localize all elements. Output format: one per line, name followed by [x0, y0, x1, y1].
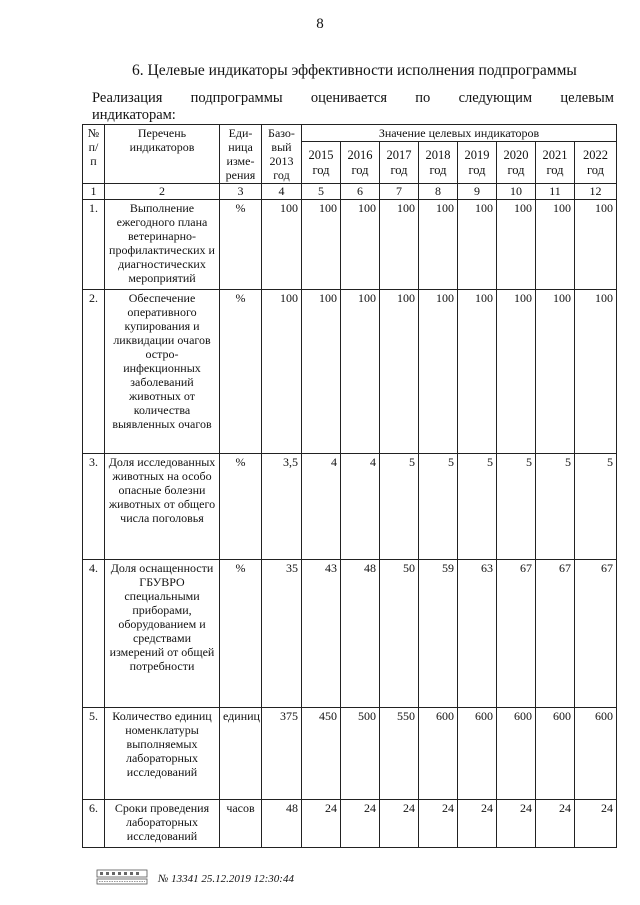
header-base: Базо-вый 2013 год [262, 125, 302, 184]
intro-word: целевым [560, 90, 614, 106]
indicator-name: Доля оснащенности ГБУВРО специальными приборами, оборудованием и средствами измерений от общей потребности [105, 560, 220, 708]
target-value: 24 [458, 800, 497, 848]
column-number: 8 [419, 184, 458, 200]
target-value: 5 [497, 454, 536, 560]
intro-word: следующим [458, 90, 533, 106]
target-value: 5 [419, 454, 458, 560]
target-value: 100 [302, 290, 341, 454]
column-number: 9 [458, 184, 497, 200]
header-year: 2017 год [380, 142, 419, 184]
target-value: 67 [536, 560, 575, 708]
header-values-group: Значение целевых индикаторов [302, 125, 617, 142]
column-number: 10 [497, 184, 536, 200]
target-value: 24 [497, 800, 536, 848]
column-number: 7 [380, 184, 419, 200]
header-year: 2022 год [575, 142, 617, 184]
target-value: 50 [380, 560, 419, 708]
indicator-name: Обеспечение оперативного купирования и ликвидации очагов остро-инфекционных заболеваний животных от количества выявленных очагов [105, 290, 220, 454]
intro-word: оценивается [310, 90, 388, 106]
header-year: 2016 год [341, 142, 380, 184]
table-row [83, 454, 617, 560]
column-number-row [83, 184, 617, 200]
header-year: 2021 год [536, 142, 575, 184]
indicator-name: Доля исследованных животных на особо опасные болезни животных от общего числа поголовья [105, 454, 220, 560]
row-number: 5. [83, 708, 105, 800]
target-value: 4 [302, 454, 341, 560]
target-value: 100 [575, 290, 617, 454]
target-value: 100 [419, 200, 458, 290]
table-row [83, 708, 617, 800]
indicator-name: Сроки проведения лабораторных исследований [105, 800, 220, 848]
unit-cell: % [220, 454, 262, 560]
row-number: 1. [83, 200, 105, 290]
target-value: 24 [341, 800, 380, 848]
row-number: 4. [83, 560, 105, 708]
column-number: 1 [83, 184, 105, 200]
indicator-name: Выполнение ежегодного плана ветеринарно-профилактических и диагностических мероприятий [105, 200, 220, 290]
target-value: 100 [536, 290, 575, 454]
column-number: 5 [302, 184, 341, 200]
section-title: 6. Целевые индикаторы эффективности исполнения подпрограммы [132, 62, 577, 79]
target-value: 600 [458, 708, 497, 800]
target-value: 600 [497, 708, 536, 800]
unit-cell: часов [220, 800, 262, 848]
unit-cell: % [220, 290, 262, 454]
unit-cell: единиц [220, 708, 262, 800]
target-value: 5 [575, 454, 617, 560]
header-year: 2015 год [302, 142, 341, 184]
column-number: 2 [105, 184, 220, 200]
target-value: 5 [536, 454, 575, 560]
header-year: 2018 год [419, 142, 458, 184]
base-value: 100 [262, 200, 302, 290]
unit-cell: % [220, 560, 262, 708]
target-value: 100 [458, 200, 497, 290]
column-number: 11 [536, 184, 575, 200]
target-value: 100 [497, 200, 536, 290]
target-value: 500 [341, 708, 380, 800]
target-value: 24 [302, 800, 341, 848]
target-value: 450 [302, 708, 341, 800]
target-value: 59 [419, 560, 458, 708]
target-value: 100 [341, 290, 380, 454]
target-value: 24 [575, 800, 617, 848]
registry-logo [96, 868, 148, 886]
target-value: 24 [380, 800, 419, 848]
table-row [83, 200, 617, 290]
target-value: 600 [575, 708, 617, 800]
target-value: 550 [380, 708, 419, 800]
base-value: 100 [262, 290, 302, 454]
column-number: 6 [341, 184, 380, 200]
target-value: 67 [497, 560, 536, 708]
base-value: 3,5 [262, 454, 302, 560]
intro-paragraph [92, 90, 614, 124]
target-value: 100 [380, 200, 419, 290]
intro-line-2: индикаторам: [92, 107, 176, 123]
target-value: 100 [302, 200, 341, 290]
header-unit: Еди-ница изме-рения [220, 125, 262, 184]
header-year: 2019 год [458, 142, 497, 184]
column-number: 3 [220, 184, 262, 200]
intro-word: подпрограммы [190, 90, 283, 106]
column-number: 12 [575, 184, 617, 200]
header-num: № п/п [83, 125, 105, 184]
table-row [83, 800, 617, 848]
target-value: 4 [341, 454, 380, 560]
target-value: 5 [458, 454, 497, 560]
target-value: 24 [536, 800, 575, 848]
header-name: Перечень индикаторов [105, 125, 220, 184]
base-value: 35 [262, 560, 302, 708]
target-value: 100 [575, 200, 617, 290]
intro-word: Реализация [92, 90, 163, 106]
base-value: 375 [262, 708, 302, 800]
target-value: 600 [419, 708, 458, 800]
row-number: 2. [83, 290, 105, 454]
target-value: 67 [575, 560, 617, 708]
target-value: 5 [380, 454, 419, 560]
target-value: 600 [536, 708, 575, 800]
target-value: 100 [419, 290, 458, 454]
row-number: 6. [83, 800, 105, 848]
header-year: 2020 год [497, 142, 536, 184]
target-value: 43 [302, 560, 341, 708]
target-value: 100 [341, 200, 380, 290]
target-value: 100 [536, 200, 575, 290]
target-value: 100 [497, 290, 536, 454]
target-value: 63 [458, 560, 497, 708]
table-row [83, 560, 617, 708]
target-value: 48 [341, 560, 380, 708]
page-number: 8 [316, 16, 324, 32]
intro-word: по [415, 90, 431, 106]
unit-cell: % [220, 200, 262, 290]
registration-stamp: № 13341 25.12.2019 12:30:44 [158, 873, 294, 885]
indicators-table [82, 124, 617, 848]
target-value: 24 [419, 800, 458, 848]
target-value: 100 [380, 290, 419, 454]
base-value: 48 [262, 800, 302, 848]
target-value: 100 [458, 290, 497, 454]
indicator-name: Количество единиц номенклатуры выполняемых лабораторных исследований [105, 708, 220, 800]
intro-line-1 [92, 90, 614, 107]
column-number: 4 [262, 184, 302, 200]
table-row [83, 290, 617, 454]
row-number: 3. [83, 454, 105, 560]
